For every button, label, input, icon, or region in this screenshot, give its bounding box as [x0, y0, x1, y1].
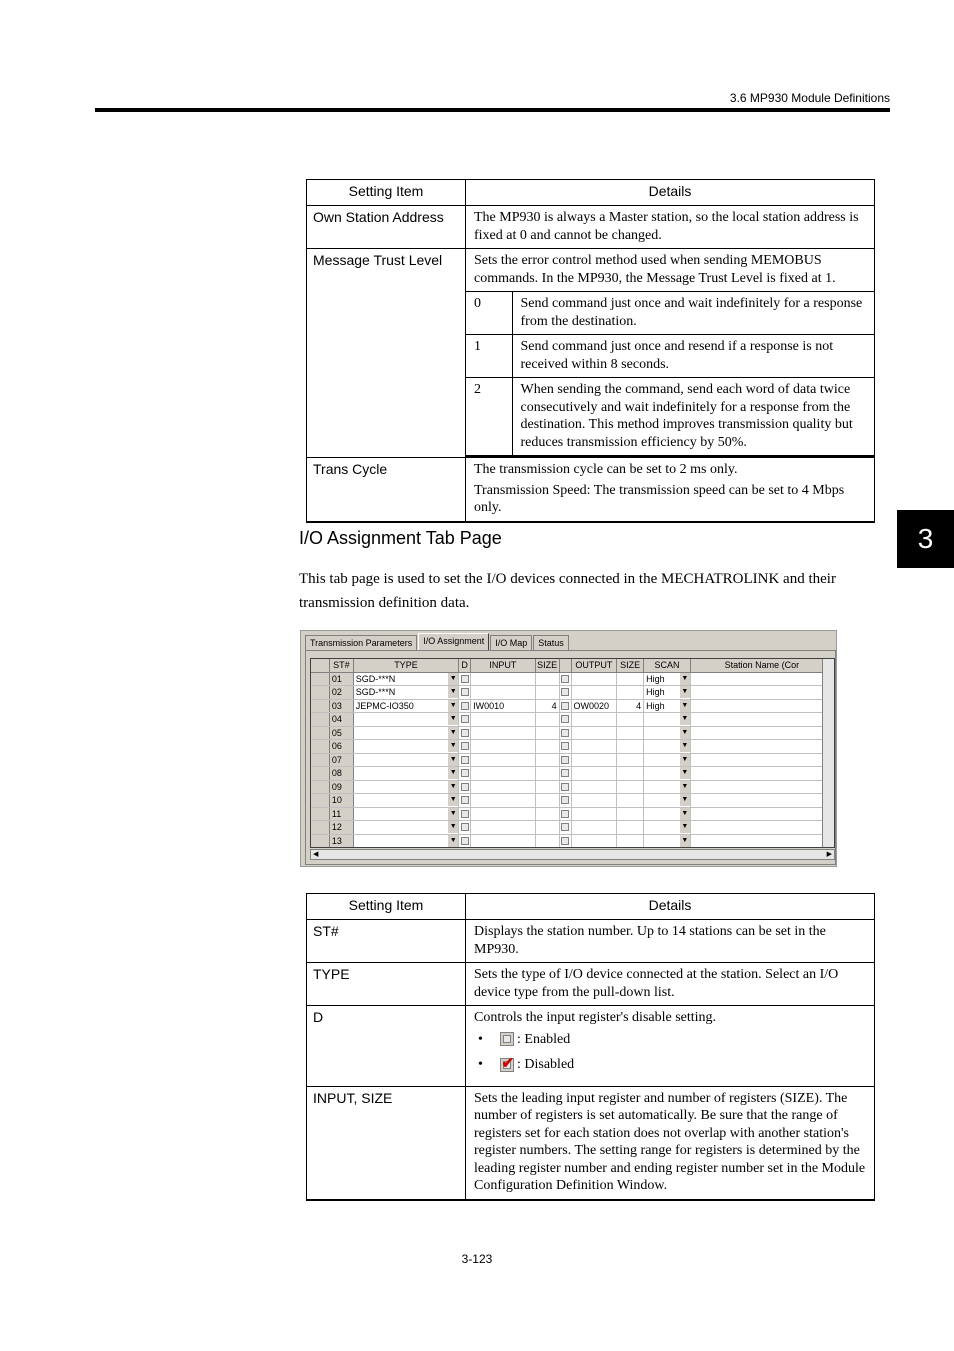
type-value: SGD-***N — [355, 687, 396, 697]
row-selector[interactable] — [311, 808, 330, 821]
row-selector[interactable] — [311, 781, 330, 794]
item-d: D — [307, 1006, 466, 1087]
cell-d-output[interactable] — [560, 794, 572, 807]
cell-st: 13 — [330, 835, 354, 848]
col-details: Details — [466, 894, 875, 920]
cell-station-name[interactable] — [691, 700, 834, 713]
cell-output[interactable] — [572, 821, 618, 834]
transmission-parameters-table — [306, 179, 875, 523]
cell-scan[interactable] — [644, 835, 691, 848]
bullet: • — [478, 1031, 483, 1047]
item-own-station: Own Station Address — [307, 206, 466, 249]
dropdown-arrow-icon[interactable]: ▼ — [447, 767, 458, 779]
cell-output[interactable] — [572, 686, 618, 699]
io-assignment-grid — [310, 658, 835, 848]
dropdown-arrow-icon[interactable]: ▼ — [679, 835, 690, 847]
cell-output-size[interactable] — [617, 686, 644, 699]
cell-size[interactable]: 4 — [536, 700, 560, 713]
grid-row — [311, 821, 834, 835]
item-type: TYPE — [307, 963, 466, 1006]
cell-st: 12 — [330, 821, 354, 834]
row-selector[interactable] — [311, 740, 330, 753]
dropdown-arrow-icon[interactable]: ▼ — [679, 686, 690, 698]
checkbox-icon[interactable] — [461, 702, 469, 710]
dropdown-arrow-icon[interactable]: ▼ — [679, 740, 690, 752]
checkbox-icon[interactable] — [461, 837, 469, 845]
header-type: TYPE — [354, 659, 459, 672]
cell-size[interactable] — [536, 767, 560, 780]
cell-size[interactable] — [536, 835, 560, 848]
cell-input[interactable] — [471, 740, 536, 753]
cell-d-input[interactable] — [459, 835, 471, 848]
header-size: SIZE — [536, 659, 560, 672]
trust-level-key: 1 — [466, 335, 512, 378]
checkbox-icon[interactable] — [561, 837, 569, 845]
cell-station-name[interactable] — [691, 673, 834, 686]
item-input-size: INPUT, SIZE — [307, 1086, 466, 1200]
cell-output[interactable] — [572, 808, 618, 821]
cell-d-input[interactable] — [459, 754, 471, 767]
dropdown-arrow-icon[interactable]: ▼ — [447, 673, 458, 685]
dropdown-arrow-icon[interactable]: ▼ — [679, 713, 690, 725]
cell-scan[interactable] — [644, 673, 691, 686]
cell-type[interactable] — [354, 673, 459, 686]
horizontal-scrollbar[interactable] — [310, 849, 835, 860]
cell-type[interactable] — [354, 835, 459, 848]
header-d: D — [459, 659, 471, 672]
cell-d-output[interactable] — [560, 740, 572, 753]
cell-input[interactable] — [471, 767, 536, 780]
cell-size[interactable] — [536, 754, 560, 767]
scroll-right-icon[interactable]: ▶ — [826, 851, 832, 858]
scroll-left-icon[interactable]: ◀ — [313, 851, 319, 858]
cell-st: 05 — [330, 727, 354, 740]
header-station-name: Station Name (Cor — [691, 659, 834, 672]
cell-d-input[interactable] — [459, 808, 471, 821]
checkbox-icon[interactable] — [561, 810, 569, 818]
cell-station-name[interactable] — [691, 835, 834, 848]
cell-d-input[interactable] — [459, 673, 471, 686]
cell-st: 03 — [330, 700, 354, 713]
cell-output[interactable] — [572, 781, 618, 794]
cell-d-output[interactable] — [560, 767, 572, 780]
enabled-label: : Enabled — [517, 1031, 571, 1047]
cell-output-size[interactable] — [617, 754, 644, 767]
cell-type[interactable] — [354, 781, 459, 794]
chapter-tab: 3 — [897, 510, 954, 568]
dropdown-arrow-icon[interactable]: ▼ — [447, 740, 458, 752]
checkbox-icon[interactable] — [461, 783, 469, 791]
dropdown-arrow-icon[interactable]: ▼ — [679, 781, 690, 793]
cell-d-input[interactable] — [459, 686, 471, 699]
dropdown-arrow-icon[interactable]: ▼ — [679, 754, 690, 766]
cell-output[interactable] — [572, 673, 618, 686]
cell-output-size[interactable] — [617, 821, 644, 834]
col-details: Details — [466, 180, 875, 206]
cell-scan[interactable] — [644, 700, 691, 713]
row-selector[interactable] — [311, 727, 330, 740]
grid-row — [311, 673, 834, 687]
cell-type[interactable] — [354, 767, 459, 780]
cell-scan[interactable] — [644, 781, 691, 794]
dropdown-arrow-icon[interactable]: ▼ — [679, 794, 690, 806]
cell-input[interactable] — [471, 781, 536, 794]
checkbox-icon[interactable] — [461, 823, 469, 831]
checkbox-icon[interactable] — [561, 823, 569, 831]
tab-io-map[interactable]: I/O Map — [490, 635, 532, 651]
cell-d-output[interactable] — [560, 835, 572, 848]
cell-d-input[interactable] — [459, 700, 471, 713]
cell-type[interactable] — [354, 754, 459, 767]
row-selector[interactable] — [311, 754, 330, 767]
d-option-disabled — [478, 1056, 866, 1074]
type-value: SGD-***N — [355, 673, 396, 684]
checkbox-icon[interactable] — [561, 702, 569, 710]
cell-size[interactable] — [536, 794, 560, 807]
item-st: ST# — [307, 920, 466, 963]
dropdown-arrow-icon[interactable]: ▼ — [679, 727, 690, 739]
checkbox-icon[interactable] — [461, 756, 469, 764]
col-setting-item: Setting Item — [307, 894, 466, 920]
cell-type[interactable] — [354, 713, 459, 726]
dropdown-arrow-icon[interactable]: ▼ — [447, 754, 458, 766]
cell-size[interactable] — [536, 673, 560, 686]
cell-output-size[interactable] — [617, 794, 644, 807]
header-output: OUTPUT — [572, 659, 618, 672]
grid-row — [311, 700, 834, 714]
cell-station-name[interactable] — [691, 686, 834, 699]
scan-value: High — [646, 673, 665, 684]
cell-d-input[interactable] — [459, 713, 471, 726]
cell-size[interactable] — [536, 808, 560, 821]
cell-station-name[interactable] — [691, 808, 834, 821]
cell-input[interactable] — [471, 808, 536, 821]
checkbox-icon[interactable] — [461, 742, 469, 750]
cell-output[interactable] — [572, 767, 618, 780]
cell-input[interactable] — [471, 835, 536, 848]
dropdown-arrow-icon[interactable]: ▼ — [447, 794, 458, 806]
dropdown-arrow-icon[interactable]: ▼ — [447, 713, 458, 725]
cell-station-name[interactable] — [691, 713, 834, 726]
checkbox-icon[interactable] — [561, 675, 569, 683]
grid-row — [311, 808, 834, 822]
cell-input[interactable] — [471, 794, 536, 807]
cell-output[interactable] — [572, 754, 618, 767]
cell-input[interactable] — [471, 727, 536, 740]
details-type: Sets the type of I/O device connected at the station. Select an I/O device type from the pull-down list. — [466, 963, 875, 1006]
tab-bar — [305, 633, 570, 650]
cell-d-output[interactable] — [560, 821, 572, 834]
dropdown-arrow-icon[interactable]: ▼ — [447, 727, 458, 739]
cell-output-size[interactable] — [617, 673, 644, 686]
cell-d-input[interactable] — [459, 727, 471, 740]
cell-size[interactable] — [536, 713, 560, 726]
cell-scan[interactable] — [644, 727, 691, 740]
cell-d-output[interactable] — [560, 781, 572, 794]
message-trust-description: Sets the error control method used when sending MEMOBUS commands. In the MP930, the Message Trust Level is fixed at 1. — [474, 253, 836, 286]
dropdown-arrow-icon[interactable]: ▼ — [679, 808, 690, 820]
cell-st: 04 — [330, 713, 354, 726]
checkbox-icon[interactable] — [461, 675, 469, 683]
cell-input[interactable] — [471, 673, 536, 686]
row-selector[interactable] — [311, 686, 330, 699]
cell-output-size[interactable] — [617, 713, 644, 726]
checkbox-icon[interactable] — [561, 796, 569, 804]
details-st: Displays the station number. Up to 14 stations can be set in the MP930. — [466, 920, 875, 963]
cell-station-name[interactable] — [691, 794, 834, 807]
cell-st: 06 — [330, 740, 354, 753]
grid-row — [311, 686, 834, 700]
checkbox-icon[interactable] — [561, 715, 569, 723]
cell-station-name[interactable] — [691, 767, 834, 780]
cell-output[interactable] — [572, 835, 618, 848]
cell-d-output[interactable] — [560, 808, 572, 821]
row-selector[interactable] — [311, 673, 330, 686]
header-rule — [95, 108, 890, 112]
cell-output-size[interactable]: 4 — [617, 700, 644, 713]
cell-size[interactable] — [536, 740, 560, 753]
col-setting-item: Setting Item — [307, 180, 466, 206]
grid-row — [311, 727, 834, 741]
page-number: 3-123 — [461, 1252, 493, 1266]
cell-output-size[interactable] — [617, 767, 644, 780]
row-selector[interactable] — [311, 794, 330, 807]
header-output-size: SIZE — [617, 659, 644, 672]
trans-cycle-line1: The transmission cycle can be set to 2 ms only. — [474, 462, 738, 477]
vertical-scrollbar[interactable] — [822, 659, 834, 848]
cell-scan[interactable] — [644, 808, 691, 821]
cell-d-output[interactable] — [560, 673, 572, 686]
cell-type[interactable] — [354, 821, 459, 834]
row-selector[interactable] — [311, 700, 330, 713]
trust-level-text: Send command just once and resend if a response is not received within 8 seconds. — [512, 335, 874, 378]
dropdown-arrow-icon[interactable]: ▼ — [447, 686, 458, 698]
cell-station-name[interactable] — [691, 754, 834, 767]
disabled-label: : Disabled — [517, 1057, 575, 1072]
cell-input[interactable] — [471, 713, 536, 726]
trust-level-row — [466, 378, 874, 457]
grid-body — [311, 673, 834, 849]
cell-size[interactable] — [536, 821, 560, 834]
header-d-output — [560, 659, 572, 672]
checkbox-icon[interactable] — [561, 742, 569, 750]
trust-level-text: When sending the command, send each word of data twice consecutively and wait indefinitely for a response from the destination. This method improves transmission quality but reduces transmission efficiency by 50%. — [512, 378, 874, 457]
grid-row — [311, 835, 834, 849]
cell-station-name[interactable] — [691, 821, 834, 834]
cell-d-input[interactable] — [459, 794, 471, 807]
cell-scan[interactable] — [644, 754, 691, 767]
dropdown-arrow-icon[interactable]: ▼ — [447, 781, 458, 793]
tab-io-assignment[interactable]: I/O Assignment — [418, 633, 489, 652]
cell-size[interactable] — [536, 727, 560, 740]
checkbox-icon[interactable] — [561, 769, 569, 777]
corner-cell[interactable] — [311, 659, 330, 672]
cell-output[interactable] — [572, 740, 618, 753]
header-input: INPUT — [471, 659, 536, 672]
checkbox-icon[interactable] — [461, 688, 469, 696]
dropdown-arrow-icon[interactable]: ▼ — [447, 808, 458, 820]
details-input-size: Sets the leading input register and number of registers (SIZE). The number of registers is set automatically. Be sure that the range of registers set for each station does not overlap with another station's register numbers. The setting range for registers is determined by the leading register number and ending register number set in the Module Configuration Definition Window. — [466, 1086, 875, 1200]
cell-input[interactable] — [471, 821, 536, 834]
cell-scan[interactable] — [644, 794, 691, 807]
details-message-trust — [466, 249, 875, 458]
dropdown-arrow-icon[interactable]: ▼ — [679, 821, 690, 833]
cell-st: 07 — [330, 754, 354, 767]
trust-level-key: 0 — [466, 292, 512, 335]
dropdown-arrow-icon[interactable]: ▼ — [679, 767, 690, 779]
cell-output-size[interactable] — [617, 781, 644, 794]
cell-input[interactable] — [471, 686, 536, 699]
dropdown-arrow-icon[interactable]: ▼ — [679, 673, 690, 685]
cell-st: 09 — [330, 781, 354, 794]
row-selector[interactable] — [311, 835, 330, 848]
cell-station-name[interactable] — [691, 740, 834, 753]
trust-level-key: 2 — [466, 378, 512, 457]
grid-row — [311, 767, 834, 781]
io-assignment-screenshot — [300, 630, 837, 867]
scan-value: High — [646, 687, 665, 697]
section-title: I/O Assignment Tab Page — [299, 528, 502, 548]
grid-row — [311, 754, 834, 768]
d-description: Controls the input register's disable setting. — [474, 1010, 717, 1025]
grid-row — [311, 713, 834, 727]
checkbox-icon[interactable] — [561, 688, 569, 696]
item-trans-cycle: Trans Cycle — [307, 458, 466, 522]
tab-panel — [305, 650, 836, 865]
cell-station-name[interactable] — [691, 781, 834, 794]
grid-row — [311, 740, 834, 754]
d-options — [474, 1031, 866, 1074]
row-selector[interactable] — [311, 821, 330, 834]
dropdown-arrow-icon[interactable]: ▼ — [679, 700, 690, 712]
cell-d-input[interactable] — [459, 781, 471, 794]
checked-box-icon: ✔ — [501, 1055, 515, 1072]
trust-level-row — [466, 292, 874, 335]
dropdown-arrow-icon[interactable]: ▼ — [447, 700, 458, 712]
cell-output-size[interactable] — [617, 740, 644, 753]
cell-d-input[interactable] — [459, 767, 471, 780]
cell-type[interactable] — [354, 740, 459, 753]
cell-d-output[interactable] — [560, 754, 572, 767]
tab-transmission-parameters[interactable]: Transmission Parameters — [305, 635, 417, 651]
cell-input[interactable]: IW0010 — [471, 700, 536, 713]
running-title: 3.6 MP930 Module Definitions — [729, 91, 890, 105]
cell-output[interactable]: OW0020 — [572, 700, 618, 713]
trust-level-row — [466, 335, 874, 378]
cell-scan[interactable] — [644, 713, 691, 726]
cell-st: 10 — [330, 794, 354, 807]
checkbox-icon[interactable] — [461, 796, 469, 804]
cell-output-size[interactable] — [617, 808, 644, 821]
trust-level-table — [466, 291, 874, 457]
cell-d-input[interactable] — [459, 740, 471, 753]
checkbox-icon[interactable] — [461, 769, 469, 777]
checkbox-icon[interactable] — [561, 729, 569, 737]
details-own-station: The MP930 is always a Master station, so the local station address is fixed at 0 and cannot be changed. — [466, 206, 875, 249]
checkbox-icon[interactable] — [461, 715, 469, 723]
cell-output[interactable] — [572, 713, 618, 726]
tab-status[interactable]: Status — [533, 635, 569, 651]
grid-row — [311, 781, 834, 795]
item-message-trust: Message Trust Level — [307, 249, 466, 458]
io-assignment-table — [306, 893, 875, 1201]
cell-d-output[interactable] — [560, 713, 572, 726]
cell-input[interactable] — [471, 754, 536, 767]
header-scan: SCAN — [644, 659, 691, 672]
grid-header — [311, 659, 834, 673]
section-intro: This tab page is used to set the I/O devices connected in the MECHATROLINK and their transmission definition data. — [299, 571, 836, 611]
cell-type[interactable] — [354, 727, 459, 740]
cell-scan[interactable] — [644, 686, 691, 699]
row-selector[interactable] — [311, 767, 330, 780]
dropdown-arrow-icon[interactable]: ▼ — [447, 835, 458, 847]
checkbox-icon[interactable] — [461, 810, 469, 818]
grid-row — [311, 794, 834, 808]
cell-output-size[interactable] — [617, 727, 644, 740]
cell-size[interactable] — [536, 686, 560, 699]
type-value: JEPMC-IO350 — [355, 700, 414, 711]
cell-scan[interactable] — [644, 767, 691, 780]
cell-d-output[interactable] — [560, 727, 572, 740]
cell-type[interactable] — [354, 794, 459, 807]
cell-output[interactable] — [572, 727, 618, 740]
dropdown-arrow-icon[interactable]: ▼ — [447, 821, 458, 833]
scan-value: High — [646, 700, 665, 711]
checkbox-icon[interactable] — [561, 756, 569, 764]
cell-st: 11 — [330, 808, 354, 821]
trans-cycle-line2: Transmission Speed: The transmission speed can be set to 4 Mbps only. — [474, 482, 845, 515]
checkbox-icon[interactable] — [561, 783, 569, 791]
row-selector[interactable] — [311, 713, 330, 726]
cell-d-output[interactable] — [560, 686, 572, 699]
cell-type[interactable] — [354, 686, 459, 699]
cell-st: 08 — [330, 767, 354, 780]
cell-st: 02 — [330, 686, 354, 699]
cell-scan[interactable] — [644, 740, 691, 753]
cell-d-input[interactable] — [459, 821, 471, 834]
details-d — [466, 1006, 875, 1087]
cell-output-size[interactable] — [617, 835, 644, 848]
cell-scan[interactable] — [644, 821, 691, 834]
cell-st: 01 — [330, 673, 354, 686]
d-option-enabled — [478, 1031, 866, 1049]
checkbox-icon[interactable] — [461, 729, 469, 737]
cell-output[interactable] — [572, 794, 618, 807]
cell-station-name[interactable] — [691, 727, 834, 740]
bullet: • — [478, 1057, 483, 1072]
cell-type[interactable] — [354, 700, 459, 713]
cell-d-output[interactable] — [560, 700, 572, 713]
details-trans-cycle — [466, 458, 875, 522]
trust-level-text: Send command just once and wait indefinitely for a response from the destination. — [512, 292, 874, 335]
cell-size[interactable] — [536, 781, 560, 794]
cell-type[interactable] — [354, 808, 459, 821]
unchecked-box-icon — [500, 1032, 514, 1046]
header-st: ST# — [330, 659, 354, 672]
